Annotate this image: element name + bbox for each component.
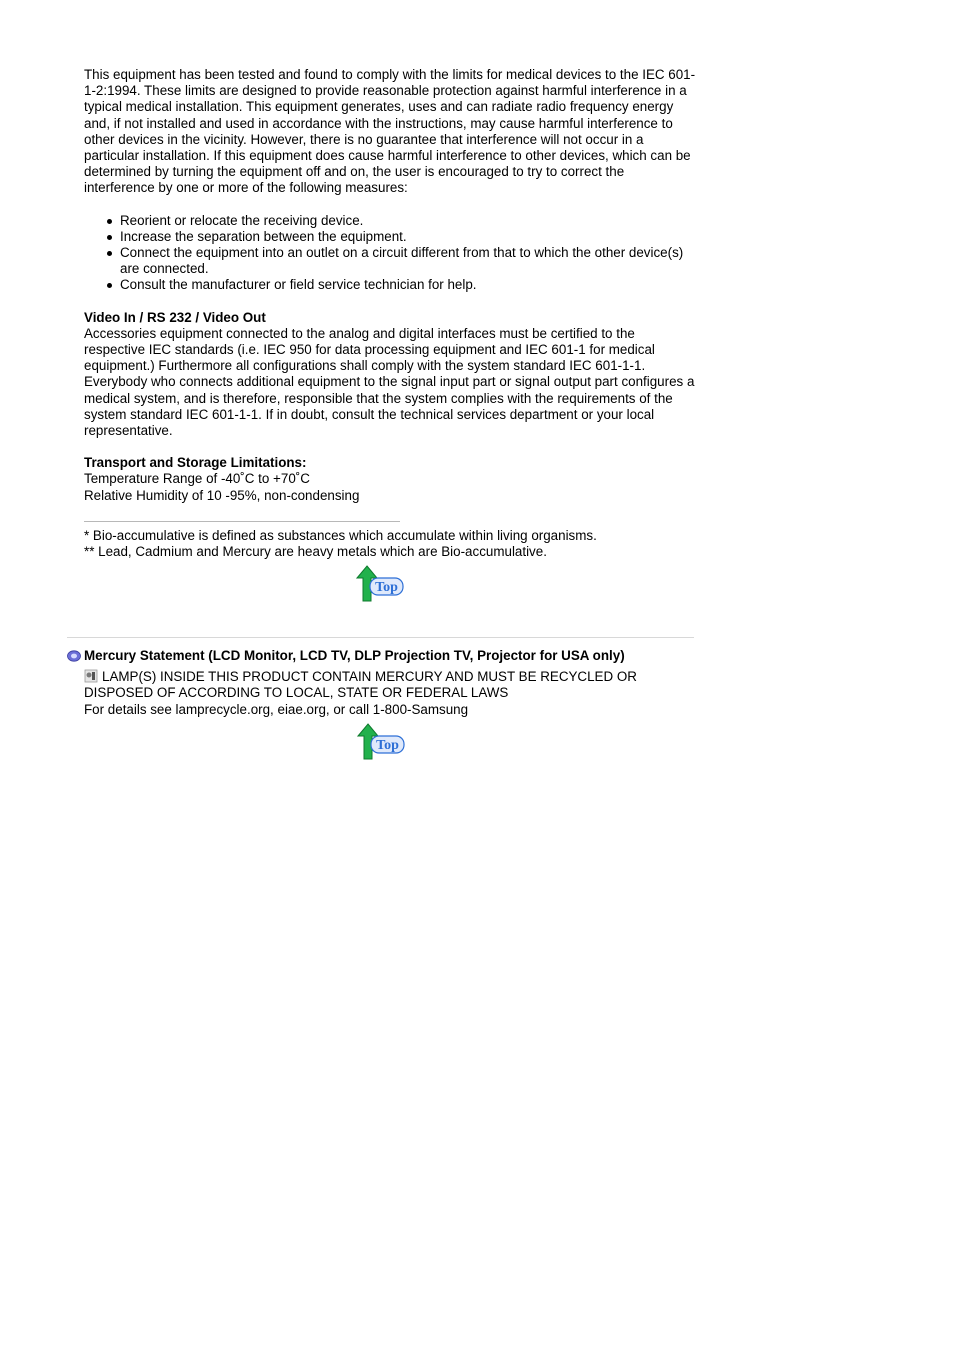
bullet-icon [107, 235, 112, 240]
mercury-warning: LAMP(S) INSIDE THIS PRODUCT CONTAIN MERCURY AND MUST BE RECYCLED OR DISPOSED OF ACCORDING TO LOCAL, STATE OR FEDERAL LAWS [84, 669, 637, 701]
recycle-lamp-icon [84, 669, 98, 683]
footnote-heavy-metals: ** Lead, Cadmium and Mercury are heavy metals which are Bio-accumulative. [84, 544, 547, 560]
mercury-body [84, 669, 697, 718]
bullet-icon [107, 283, 112, 288]
svg-text:Top: Top [375, 580, 398, 596]
up-arrow-top-icon [357, 722, 405, 762]
video-section [84, 310, 696, 440]
bullet-icon [107, 219, 112, 224]
transport-section [84, 455, 696, 504]
list-item: Increase the separation between the equipment. [120, 229, 696, 245]
humidity-range: Relative Humidity of 10 -95%, non-condensing [84, 487, 360, 503]
emc-intro-paragraph: This equipment has been tested and found to comply with the limits for medical devices to the IEC 601-1-2:1994. These limits are designed to provide reasonable protection against harmful interference in a typical medical installation. This equipment generates, uses and can radiate radio frequency energy and, if not installed and used in accordance with the instructions, may cause harmful interference to other devices in the vicinity. However, there is no guarantee that interference will not occur in a particular installation. If this equipment does cause harmful interference to other devices, which can be determined by turning the equipment off and on, the user is encouraged to try to correct the interference by one or more of the following measures: [84, 67, 696, 196]
list-item: Reorient or relocate the receiving device. [120, 213, 696, 229]
footnote-bio-accumulative: * Bio-accumulative is defined as substances which accumulate within living organisms. [84, 527, 597, 543]
temperature-range: Temperature Range of -40˚C to +70˚C [84, 471, 310, 487]
disc-bullet-icon [67, 650, 81, 662]
mercury-section [67, 648, 697, 718]
measures-list [84, 213, 696, 294]
section-divider [67, 637, 694, 638]
bullet-icon [107, 251, 112, 256]
svg-text:Top: Top [376, 738, 399, 753]
top-button[interactable] [357, 722, 405, 762]
mercury-heading [67, 648, 697, 664]
main-content [84, 67, 696, 604]
footnote-divider [84, 521, 400, 522]
top-button[interactable] [356, 564, 404, 604]
mercury-details: For details see lamprecycle.org, eiae.org, or call 1-800-Samsung [84, 701, 469, 717]
up-arrow-top-icon [356, 564, 404, 604]
transport-section-title: Transport and Storage Limitations: [84, 455, 307, 471]
mercury-title: Mercury Statement (LCD Monitor, LCD TV, DLP Projection TV, Projector for USA only) [84, 648, 625, 663]
list-item: Connect the equipment into an outlet on a circuit different from that to which the other device(s) are connected. [120, 245, 696, 277]
video-section-title: Video In / RS 232 / Video Out [84, 309, 266, 325]
list-item: Consult the manufacturer or field service technician for help. [120, 277, 696, 293]
video-section-body: Accessories equipment connected to the analog and digital interfaces must be certified to the respective IEC standards (i.e. IEC 950 for data processing equipment and IEC 601-1 for medical equipment.) Furthermore all configurations shall comply with the system standard IEC 601-1-1. Everybody who connects additional equipment to the signal input part or signal output part configures a medical system, and is therefore, responsible that the system complies with the requirements of the system standard IEC 601-1-1. If in doubt, consult the technical services department or your local representative. [84, 325, 695, 439]
